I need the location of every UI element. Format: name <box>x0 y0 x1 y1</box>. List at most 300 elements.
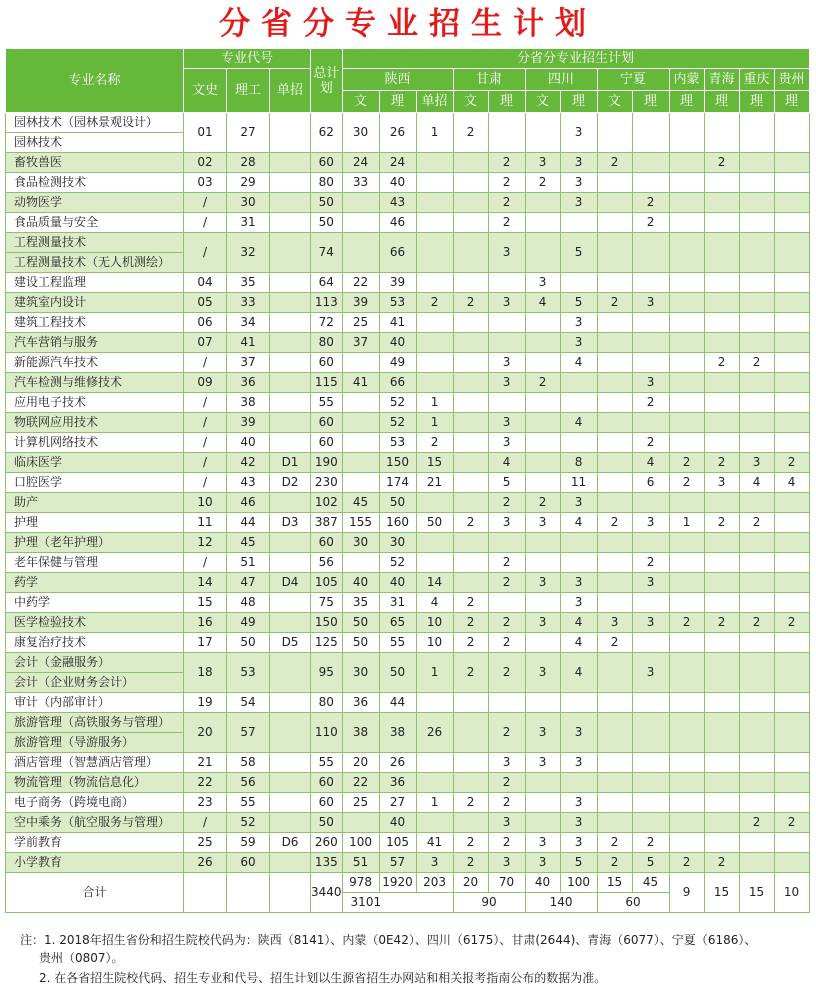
table-cell <box>704 333 739 353</box>
table-cell <box>704 593 739 613</box>
table-cell: 2 <box>453 853 488 873</box>
table-cell: 54 <box>227 693 270 713</box>
table-cell <box>632 753 669 773</box>
table-cell: 15 <box>416 453 453 473</box>
table-cell <box>560 693 597 713</box>
table-cell: 3 <box>632 293 669 313</box>
total-gansu: 90 <box>453 893 525 913</box>
table-cell: 30 <box>342 113 379 153</box>
table-cell: 2 <box>453 633 488 653</box>
table-cell: 3 <box>488 293 525 313</box>
major-name-cell: 酒店管理（智慧酒店管理） <box>6 753 184 773</box>
header-total-plan: 总计划 <box>311 49 343 113</box>
table-cell: 38 <box>227 393 270 413</box>
table-cell: 2 <box>597 833 632 853</box>
header-li: 理 <box>379 91 416 113</box>
table-cell: 113 <box>311 293 343 313</box>
table-cell: 2 <box>453 653 488 693</box>
table-cell: 59 <box>227 833 270 853</box>
table-cell <box>774 493 809 513</box>
table-cell: 3 <box>488 513 525 533</box>
table-cell <box>774 693 809 713</box>
table-cell <box>669 573 704 593</box>
table-cell <box>560 273 597 293</box>
table-cell <box>560 533 597 553</box>
table-cell <box>669 813 704 833</box>
major-name-cell: 电子商务（跨境电商） <box>6 793 184 813</box>
table-cell <box>270 773 311 793</box>
table-cell <box>632 173 669 193</box>
table-cell: 102 <box>311 493 343 513</box>
table-cell: 3 <box>632 513 669 533</box>
table-cell: 2 <box>488 553 525 573</box>
table-cell: 12 <box>184 533 227 553</box>
table-cell: 2 <box>704 853 739 873</box>
major-name-cell: 医学检验技术 <box>6 613 184 633</box>
table-row <box>6 473 810 493</box>
major-name-cell: 康复治疗技术 <box>6 633 184 653</box>
table-cell <box>739 773 774 793</box>
table-row <box>6 193 810 213</box>
header-major-code: 专业代号 <box>184 49 311 69</box>
table-cell: 42 <box>227 453 270 473</box>
table-cell <box>704 773 739 793</box>
table-cell: 3 <box>525 713 560 753</box>
table-cell: 110 <box>311 713 343 753</box>
major-name-cell: 物联网应用技术 <box>6 413 184 433</box>
table-cell <box>270 853 311 873</box>
table-cell <box>525 433 560 453</box>
major-name-cell: 建筑工程技术 <box>6 313 184 333</box>
table-cell: 2 <box>704 153 739 173</box>
table-cell: 43 <box>379 193 416 213</box>
table-cell <box>525 633 560 653</box>
table-cell <box>453 493 488 513</box>
table-cell: 58 <box>227 753 270 773</box>
table-cell: 26 <box>379 113 416 153</box>
table-cell: 26 <box>184 853 227 873</box>
table-cell: 45 <box>342 493 379 513</box>
table-cell: / <box>184 353 227 373</box>
table-cell <box>342 213 379 233</box>
table-cell <box>739 593 774 613</box>
header-province-ningxia: 宁夏 <box>597 69 669 91</box>
total-cell: 70 <box>488 873 525 893</box>
table-cell: 2 <box>704 513 739 533</box>
table-cell <box>704 373 739 393</box>
table-cell <box>774 193 809 213</box>
table-cell: 3 <box>560 493 597 513</box>
table-cell <box>416 193 453 213</box>
table-cell <box>704 833 739 853</box>
table-cell <box>632 633 669 653</box>
table-cell: 24 <box>342 153 379 173</box>
table-cell: 3 <box>560 333 597 353</box>
table-cell: 2 <box>632 433 669 453</box>
table-cell <box>416 273 453 293</box>
table-cell <box>597 553 632 573</box>
table-cell: / <box>184 413 227 433</box>
table-cell <box>453 433 488 453</box>
table-cell <box>669 153 704 173</box>
table-cell: 50 <box>379 653 416 693</box>
table-cell <box>270 113 311 153</box>
table-cell: 100 <box>342 833 379 853</box>
table-cell: 5 <box>560 233 597 273</box>
table-cell <box>739 113 774 153</box>
table-cell: 48 <box>227 593 270 613</box>
table-cell: 105 <box>379 833 416 853</box>
table-cell: 30 <box>227 193 270 213</box>
table-cell: 35 <box>342 593 379 613</box>
table-row <box>6 373 810 393</box>
table-cell: 40 <box>379 573 416 593</box>
table-cell: D2 <box>270 473 311 493</box>
table-cell <box>525 333 560 353</box>
table-cell: 01 <box>184 113 227 153</box>
table-cell <box>416 533 453 553</box>
table-row <box>6 273 810 293</box>
table-row <box>6 413 810 433</box>
table-cell <box>739 173 774 193</box>
table-cell <box>525 113 560 153</box>
table-cell <box>632 693 669 713</box>
major-name-cell: 老年保健与管理 <box>6 553 184 573</box>
table-cell: 25 <box>342 793 379 813</box>
table-cell <box>270 813 311 833</box>
table-cell <box>416 233 453 273</box>
note-line-2: 贵州（0807）。 <box>39 951 124 965</box>
total-cell: 100 <box>560 873 597 893</box>
table-cell: 60 <box>311 153 343 173</box>
table-cell <box>488 393 525 413</box>
table-cell: 65 <box>379 613 416 633</box>
header-province-qinghai: 青海 <box>704 69 739 91</box>
enrollment-plan-table <box>5 48 810 913</box>
table-cell: D5 <box>270 633 311 653</box>
table-cell: 47 <box>227 573 270 593</box>
table-cell <box>597 693 632 713</box>
table-cell <box>739 633 774 653</box>
table-cell <box>525 693 560 713</box>
table-cell: 24 <box>379 153 416 173</box>
table-cell: 50 <box>311 193 343 213</box>
table-cell: 2 <box>669 853 704 873</box>
table-row <box>6 693 810 713</box>
table-cell <box>739 653 774 693</box>
table-cell: 2 <box>774 453 809 473</box>
table-cell <box>774 593 809 613</box>
table-cell: 22 <box>342 273 379 293</box>
table-cell: 50 <box>342 613 379 633</box>
table-row <box>6 713 810 753</box>
table-cell: 3 <box>739 453 774 473</box>
major-name-cell: 计算机网络技术 <box>6 433 184 453</box>
table-row <box>6 393 810 413</box>
table-cell <box>669 413 704 433</box>
table-cell <box>669 373 704 393</box>
major-name-cell: 护理 <box>6 513 184 533</box>
table-cell <box>597 113 632 153</box>
table-cell: 3 <box>632 573 669 593</box>
table-cell <box>739 853 774 873</box>
table-cell: 2 <box>525 173 560 193</box>
table-cell <box>704 793 739 813</box>
table-cell <box>416 493 453 513</box>
table-cell: 2 <box>416 293 453 313</box>
table-cell: 3 <box>560 813 597 833</box>
table-cell <box>597 793 632 813</box>
table-cell <box>739 753 774 773</box>
table-cell: 95 <box>311 653 343 693</box>
table-cell <box>774 153 809 173</box>
table-cell: / <box>184 433 227 453</box>
table-cell <box>270 193 311 213</box>
table-cell: 55 <box>227 793 270 813</box>
table-cell <box>416 353 453 373</box>
table-row <box>6 513 810 533</box>
table-cell: 53 <box>379 433 416 453</box>
table-cell: 41 <box>227 333 270 353</box>
table-cell <box>597 433 632 453</box>
table-cell <box>704 713 739 753</box>
table-cell <box>739 213 774 233</box>
table-cell <box>632 313 669 333</box>
table-cell <box>739 713 774 753</box>
table-cell: 60 <box>311 773 343 793</box>
table-cell <box>560 393 597 413</box>
table-cell <box>632 113 669 153</box>
table-cell: 5 <box>560 293 597 313</box>
table-cell <box>453 413 488 433</box>
table-cell: 33 <box>342 173 379 193</box>
table-cell <box>632 713 669 753</box>
table-cell: 52 <box>379 413 416 433</box>
table-cell <box>704 433 739 453</box>
table-cell <box>597 593 632 613</box>
table-row <box>6 633 810 653</box>
table-cell: 60 <box>311 433 343 453</box>
table-cell: 2 <box>453 293 488 313</box>
total-cell: 9 <box>669 873 704 913</box>
table-cell: 3 <box>560 313 597 333</box>
table-cell: 3 <box>488 413 525 433</box>
table-cell: 3 <box>525 833 560 853</box>
table-cell <box>669 273 704 293</box>
table-cell <box>704 113 739 153</box>
table-cell <box>739 373 774 393</box>
table-cell <box>525 213 560 233</box>
table-cell <box>597 273 632 293</box>
table-cell <box>774 653 809 693</box>
table-cell: 23 <box>184 793 227 813</box>
header-li: 理 <box>560 91 597 113</box>
table-cell <box>669 493 704 513</box>
header-province-chongqing: 重庆 <box>739 69 774 91</box>
table-cell <box>342 193 379 213</box>
table-cell: 4 <box>488 453 525 473</box>
table-cell <box>774 513 809 533</box>
table-cell: 20 <box>184 713 227 753</box>
total-cell: 15 <box>704 873 739 913</box>
table-cell <box>525 313 560 333</box>
table-cell: 17 <box>184 633 227 653</box>
table-cell: 10 <box>416 633 453 653</box>
table-cell <box>453 773 488 793</box>
table-cell <box>704 553 739 573</box>
table-cell <box>632 333 669 353</box>
table-cell <box>525 813 560 833</box>
table-cell: 3 <box>560 573 597 593</box>
table-cell <box>453 193 488 213</box>
table-cell <box>739 313 774 333</box>
table-cell <box>597 493 632 513</box>
table-cell <box>774 433 809 453</box>
table-cell <box>632 793 669 813</box>
table-cell: 50 <box>311 813 343 833</box>
table-cell: 46 <box>227 493 270 513</box>
table-cell: / <box>184 213 227 233</box>
major-name-cell: 小学教育 <box>6 853 184 873</box>
table-cell: 2 <box>669 613 704 633</box>
table-cell <box>525 533 560 553</box>
table-cell: 2 <box>739 353 774 373</box>
table-row <box>6 533 810 553</box>
table-cell: 3 <box>525 653 560 693</box>
table-cell <box>704 233 739 273</box>
table-cell: 36 <box>342 693 379 713</box>
total-cell: 15 <box>597 873 632 893</box>
table-cell: 56 <box>311 553 343 573</box>
table-total <box>6 873 810 913</box>
table-cell: 41 <box>416 833 453 853</box>
table-cell <box>669 333 704 353</box>
table-cell <box>597 193 632 213</box>
table-cell <box>416 753 453 773</box>
table-cell: 50 <box>416 513 453 533</box>
table-cell <box>704 393 739 413</box>
header-province-guizhou: 贵州 <box>774 69 809 91</box>
table-row <box>6 553 810 573</box>
table-cell <box>597 573 632 593</box>
major-name: 园林技术 <box>6 132 183 152</box>
table-cell: 3 <box>488 813 525 833</box>
table-cell <box>774 713 809 753</box>
table-cell: 2 <box>597 633 632 653</box>
table-cell: 09 <box>184 373 227 393</box>
table-cell <box>416 813 453 833</box>
table-cell: 1 <box>416 413 453 433</box>
table-cell: D4 <box>270 573 311 593</box>
major-name: 旅游管理（导游服务） <box>6 732 183 752</box>
table-cell: 2 <box>488 653 525 693</box>
table-cell: 25 <box>184 833 227 853</box>
table-cell: 11 <box>560 473 597 493</box>
table-cell: 3 <box>488 853 525 873</box>
table-cell: 155 <box>342 513 379 533</box>
header-province-plan: 分省分专业招生计划 <box>342 49 809 69</box>
table-cell <box>525 773 560 793</box>
table-cell: 2 <box>488 493 525 513</box>
table-cell <box>597 213 632 233</box>
table-cell <box>270 153 311 173</box>
table-cell <box>270 693 311 713</box>
major-name: 工程测量技术 <box>14 235 87 249</box>
table-cell <box>270 493 311 513</box>
header-li: 理 <box>488 91 525 113</box>
table-cell: 31 <box>227 213 270 233</box>
table-cell: 49 <box>379 353 416 373</box>
table-cell <box>270 273 311 293</box>
table-cell <box>270 373 311 393</box>
table-cell <box>453 573 488 593</box>
table-cell: 2 <box>704 353 739 373</box>
table-cell: 50 <box>227 633 270 653</box>
table-cell <box>597 653 632 693</box>
table-cell: 2 <box>597 853 632 873</box>
table-row <box>6 613 810 633</box>
table-cell: 2 <box>488 193 525 213</box>
table-cell <box>597 373 632 393</box>
table-cell: 5 <box>632 853 669 873</box>
table-cell <box>525 593 560 613</box>
table-cell: 26 <box>416 713 453 753</box>
major-name-cell: 应用电子技术 <box>6 393 184 413</box>
table-cell: 44 <box>227 513 270 533</box>
table-cell <box>632 493 669 513</box>
table-cell <box>416 153 453 173</box>
table-cell: 40 <box>379 333 416 353</box>
table-cell <box>669 833 704 853</box>
major-name-cell <box>6 113 184 153</box>
major-name-cell: 学前教育 <box>6 833 184 853</box>
table-cell <box>669 193 704 213</box>
table-cell: 190 <box>311 453 343 473</box>
table-cell <box>774 393 809 413</box>
table-cell: 41 <box>379 313 416 333</box>
table-cell: 1 <box>416 793 453 813</box>
table-cell <box>739 233 774 273</box>
table-cell: 39 <box>379 273 416 293</box>
table-cell: 2 <box>597 513 632 533</box>
table-cell: 1 <box>416 393 453 413</box>
table-cell: 2 <box>632 553 669 573</box>
table-cell: 14 <box>416 573 453 593</box>
table-cell: 3 <box>488 233 525 273</box>
table-cell: 2 <box>739 513 774 533</box>
table-cell: 29 <box>227 173 270 193</box>
table-cell <box>669 593 704 613</box>
table-cell: 4 <box>774 473 809 493</box>
table-cell <box>774 273 809 293</box>
header-major-name: 专业名称 <box>6 49 184 113</box>
table-cell: 5 <box>560 853 597 873</box>
table-cell <box>669 773 704 793</box>
table-cell: / <box>184 813 227 833</box>
header-dz: 单招 <box>416 91 453 113</box>
table-cell: 57 <box>379 853 416 873</box>
major-name-cell: 建设工程监理 <box>6 273 184 293</box>
table-row <box>6 793 810 813</box>
table-cell: 4 <box>560 633 597 653</box>
major-name-cell: 审计（内部审计） <box>6 693 184 713</box>
table-cell <box>525 453 560 473</box>
table-cell: 06 <box>184 313 227 333</box>
table-cell: 2 <box>453 593 488 613</box>
header-wen: 文 <box>525 91 560 113</box>
table-cell <box>270 393 311 413</box>
table-cell <box>669 353 704 373</box>
